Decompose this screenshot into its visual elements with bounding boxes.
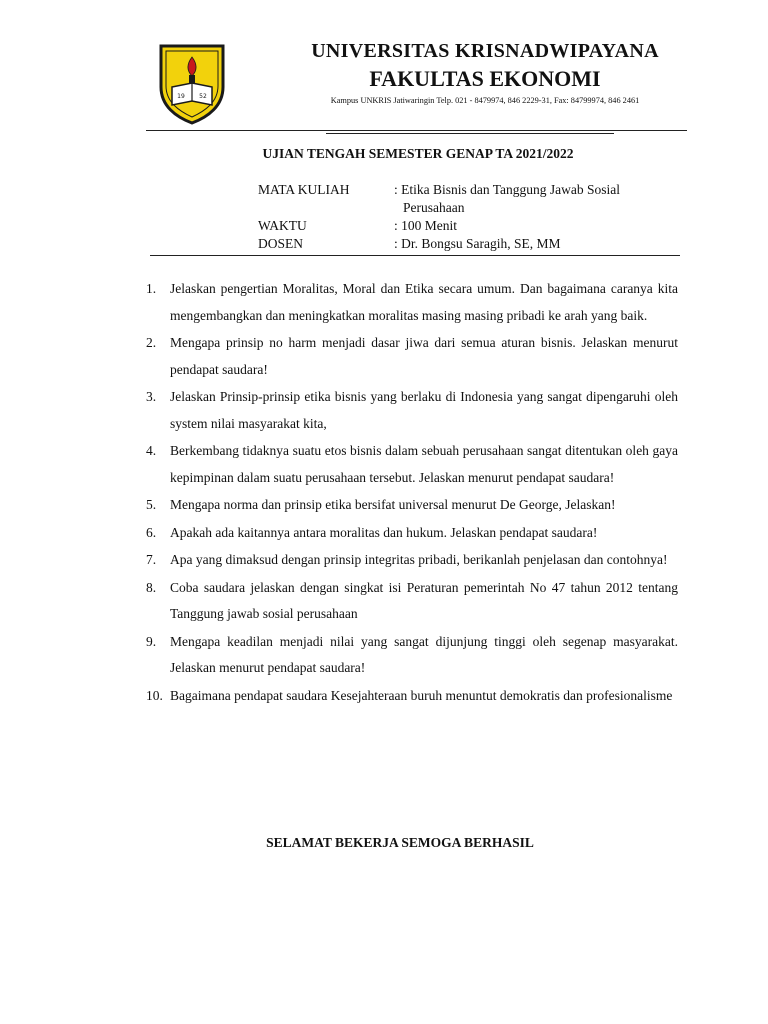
university-logo xyxy=(158,43,226,125)
course-value-cont: Perusahaan xyxy=(403,200,465,215)
question-item xyxy=(146,330,678,383)
question-item xyxy=(146,683,678,704)
question-number: 2. xyxy=(146,335,157,350)
question-text: Mengapa norma dan prinsip etika bersifat universal menurut De George, Jelaskan! xyxy=(170,497,616,512)
question-item xyxy=(146,438,678,491)
question-text: Apa yang dimaksud dengan prinsip integritas pribadi, berikanlah penjelasan dan contohnya! xyxy=(170,552,668,567)
exam-title: UJIAN TENGAH SEMESTER GENAP TA 2021/2022 xyxy=(262,146,574,161)
question-number: 4. xyxy=(146,443,157,458)
question-text: Jelaskan pengertian Moralitas, Moral dan Etika secara umum. Dan bagaimana caranya kita mengembangkan dan meningkatkan moralitas masing masing pribadi ke arah yang baik. xyxy=(170,281,678,323)
header-divider xyxy=(146,130,687,131)
info-divider xyxy=(150,255,680,256)
question-text: Bagaimana pendapat saudara Kesejahteraan buruh menuntut demokratis dan profesionalisme xyxy=(170,687,673,703)
question-number: 9. xyxy=(146,633,157,649)
question-item xyxy=(146,629,678,682)
university-name: UNIVERSITAS KRISNADWIPAYANA xyxy=(311,40,659,62)
question-item xyxy=(146,492,678,519)
faculty-name: FAKULTAS EKONOMI xyxy=(369,66,601,91)
question-number: 8. xyxy=(146,579,157,595)
question-text: Berkembang tidaknya suatu etos bisnis dalam sebuah perusahaan sangat ditentukan oleh gaya kepimpinan dalam suatu perusahaan tersebut. Jelaskan menurut pendapat saudara! xyxy=(170,443,678,485)
logo-torch xyxy=(189,75,195,83)
closing-message: SELAMAT BEKERJA SEMOGA BERHASIL xyxy=(266,835,534,850)
question-item xyxy=(146,384,678,437)
lecturer-label: DOSEN xyxy=(258,236,304,251)
question-list xyxy=(146,276,678,705)
lecturer-value: : Dr. Bongsu Saragih, SE, MM xyxy=(394,236,561,251)
question-number: 3. xyxy=(146,389,157,404)
logo-year-right: 52 xyxy=(199,93,207,100)
question-text: Mengapa keadilan menjadi nilai yang sangat dijunjung tinggi oleh segenap masyarakat. Jelaskan menurut pendapat saudara! xyxy=(170,633,678,675)
question-text: Mengapa prinsip no harm menjadi dasar jiwa dari semua aturan bisnis. Jelaskan menurut pendapat saudara! xyxy=(170,335,678,377)
logo-year-left: 19 xyxy=(177,93,185,100)
course-label: MATA KULIAH xyxy=(258,182,350,197)
question-number: 10. xyxy=(146,687,163,703)
time-value: : 100 Menit xyxy=(394,218,457,233)
question-text: Jelaskan Prinsip-prinsip etika bisnis yang berlaku di Indonesia yang sangat dipengaruhi oleh system nilai masyarakat kita, xyxy=(170,389,678,431)
time-label: WAKTU xyxy=(258,218,307,233)
question-item xyxy=(146,520,678,547)
question-number: 6. xyxy=(146,524,157,540)
question-item xyxy=(146,575,678,628)
header-divider-secondary xyxy=(326,133,614,134)
question-text: Coba saudara jelaskan dengan singkat isi Peraturan pemerintah No 47 tahun 2012 tentang Tanggung jawab sosial perusahaan xyxy=(170,579,678,621)
question-number: 5. xyxy=(146,497,157,512)
question-number: 1. xyxy=(146,281,157,296)
question-item xyxy=(146,547,678,574)
course-value: : Etika Bisnis dan Tanggung Jawab Sosial xyxy=(394,182,621,197)
campus-address: Kampus UNKRIS Jatiwaringin Telp. 021 - 8479974, 846 2229-31, Fax: 84799974, 846 2461 xyxy=(330,96,640,105)
question-number: 7. xyxy=(146,552,157,567)
question-item xyxy=(146,276,678,329)
question-text: Apakah ada kaitannya antara moralitas dan hukum. Jelaskan pendapat saudara! xyxy=(170,524,598,540)
